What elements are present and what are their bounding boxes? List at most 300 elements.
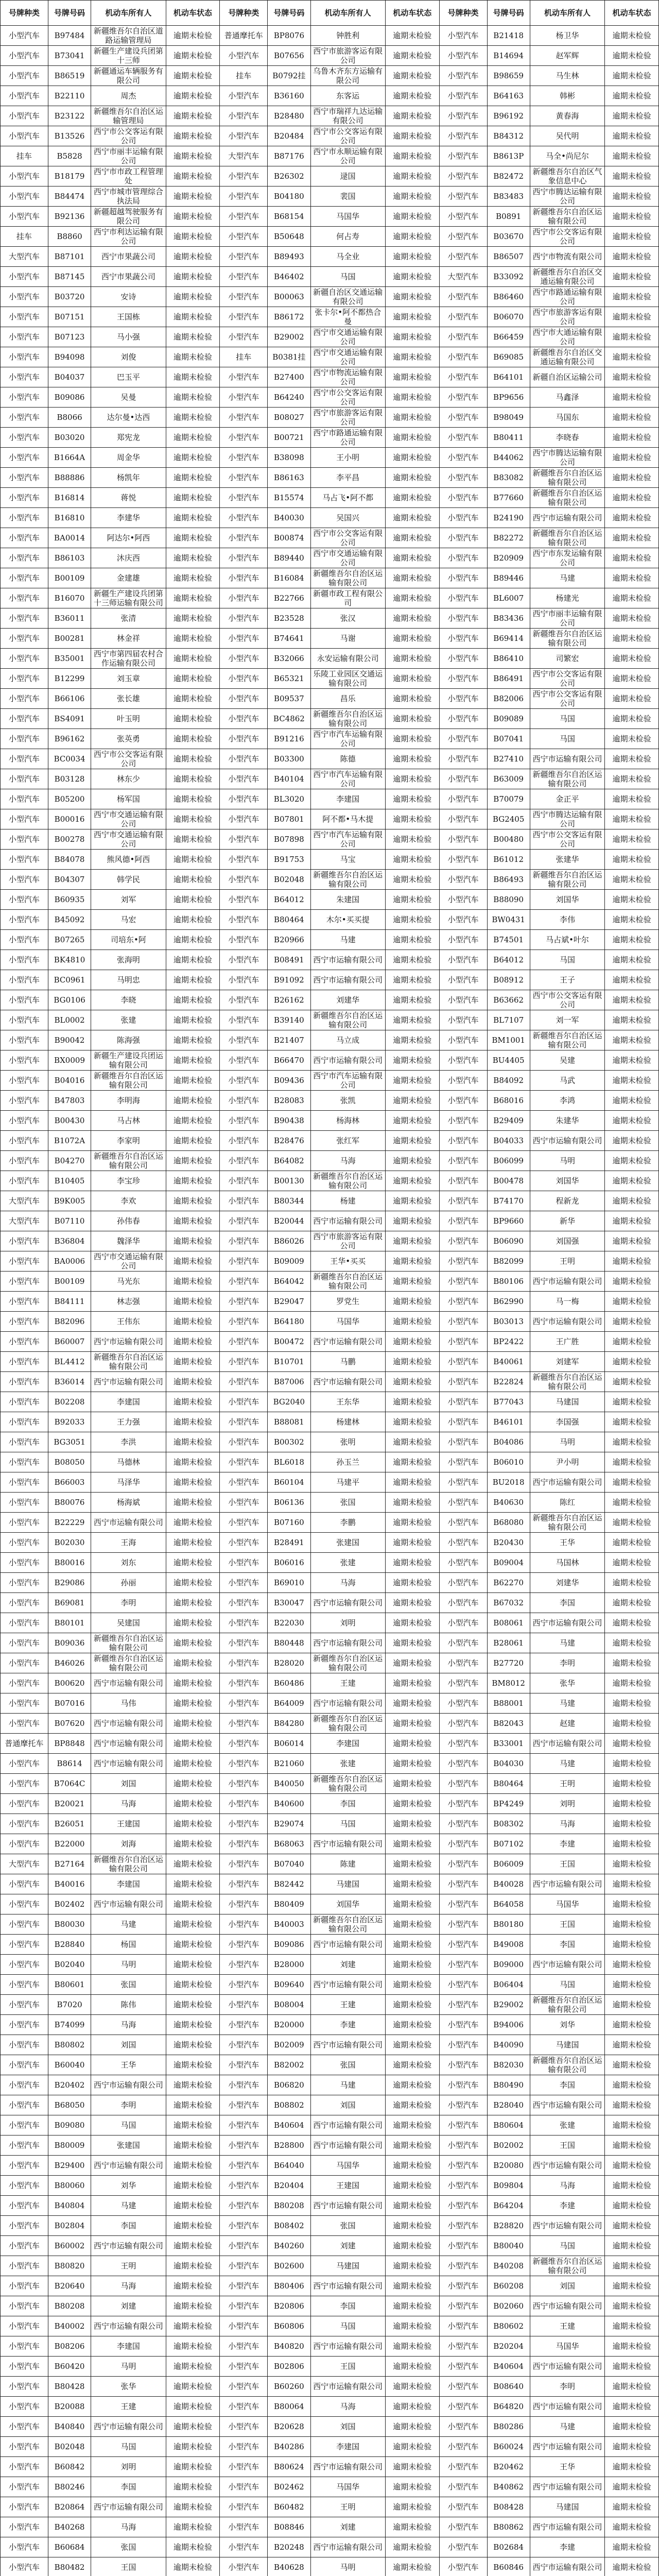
owner-cell: 王华: [530, 2457, 604, 2477]
plate-type-cell: 小型汽车: [220, 1854, 268, 1874]
plate-number-cell: B89493: [268, 247, 310, 267]
plate-number-cell: B02040: [48, 1955, 91, 1975]
plate-number-cell: B40840: [48, 2417, 91, 2437]
status-cell: 逾期未检验: [385, 508, 439, 528]
plate-number-cell: B08802: [268, 2095, 310, 2115]
owner-cell: 赵军辉: [530, 46, 604, 66]
owner-cell: 王华•买买: [310, 1251, 385, 1272]
table-row: [1, 910, 659, 930]
owner-cell: 新疆维吾尔自治区运输有限公司: [310, 1653, 385, 1673]
plate-number-cell: B20909: [487, 548, 530, 568]
status-cell: 逾期未检验: [605, 1452, 659, 1472]
plate-number-cell: B49008: [487, 1935, 530, 1955]
owner-cell: 马建国: [530, 2497, 604, 2517]
plate-number-cell: B86519: [48, 66, 91, 86]
plate-number-cell: B10701: [268, 1352, 310, 1372]
status-cell: 逾期未检验: [605, 267, 659, 287]
table-row: [1, 2115, 659, 2136]
status-cell: 逾期未检验: [605, 2437, 659, 2457]
owner-cell: 西宁市运输有限公司: [310, 2457, 385, 2477]
plate-number-cell: B02806: [268, 2357, 310, 2377]
owner-cell: 李建: [530, 1834, 604, 1854]
status-cell: 逾期未检验: [385, 1673, 439, 1693]
status-cell: 逾期未检验: [166, 809, 220, 829]
status-cell: 逾期未检验: [166, 2035, 220, 2055]
owner-cell: 西宁市运输有限公司: [310, 2276, 385, 2296]
plate-number-cell: B80030: [48, 1914, 91, 1935]
status-cell: 逾期未检验: [605, 568, 659, 588]
owner-cell: 新疆维吾尔自治区运输有限公司: [530, 1372, 604, 1392]
status-cell: 逾期未检验: [166, 126, 220, 146]
plate-type-cell: 小型汽车: [439, 1091, 487, 1111]
status-cell: 逾期未检验: [605, 1091, 659, 1111]
owner-cell: 马海: [530, 1814, 604, 1834]
owner-cell: 西宁市运输有限公司: [530, 1131, 604, 1151]
owner-cell: 杨建林: [310, 1412, 385, 1432]
owner-cell: 马建: [91, 1914, 166, 1935]
status-cell: 逾期未检验: [166, 166, 220, 187]
status-cell: 逾期未检验: [166, 1231, 220, 1251]
owner-cell: 西宁市路通运输有限公司: [530, 287, 604, 307]
owner-cell: 新疆维吾尔自治区运输有限公司: [530, 528, 604, 548]
owner-cell: 西宁市公交客运有限公司: [530, 669, 604, 689]
status-cell: 逾期未检验: [385, 568, 439, 588]
plate-number-cell: B02002: [487, 2136, 530, 2156]
table-row: [1, 649, 659, 669]
status-cell: 逾期未检验: [605, 327, 659, 347]
plate-type-cell: 小型汽车: [220, 1935, 268, 1955]
owner-cell: 王华: [91, 2055, 166, 2075]
plate-number-cell: B8860: [48, 227, 91, 247]
plate-type-cell: 小型汽车: [220, 408, 268, 428]
plate-number-cell: B80009: [48, 2136, 91, 2156]
owner-cell: 王伟东: [91, 1312, 166, 1332]
plate-type-cell: 小型汽车: [1, 2477, 48, 2497]
owner-cell: 新疆生产建设兵团第十三师运输有限公司: [91, 588, 166, 608]
plate-number-cell: B07151: [48, 307, 91, 327]
owner-cell: 李建国: [310, 789, 385, 809]
plate-type-cell: 小型汽车: [439, 1794, 487, 1814]
owner-cell: 马鹏: [310, 1352, 385, 1372]
header-status-1: 机动车状态: [166, 1, 220, 26]
status-cell: 逾期未检验: [166, 2055, 220, 2075]
plate-type-cell: 小型汽车: [439, 2156, 487, 2176]
plate-number-cell: B63662: [487, 990, 530, 1010]
plate-number-cell: B26051: [48, 1814, 91, 1834]
status-cell: 逾期未检验: [385, 548, 439, 568]
plate-type-cell: 小型汽车: [220, 2075, 268, 2095]
table-row: [1, 1513, 659, 1533]
plate-type-cell: 小型汽车: [439, 2055, 487, 2075]
owner-cell: 李建国: [91, 1392, 166, 1412]
status-cell: 逾期未检验: [385, 689, 439, 709]
plate-type-cell: 小型汽车: [1, 870, 48, 890]
table-row: [1, 1995, 659, 2015]
plate-type-cell: 大型汽车: [1, 1854, 48, 1874]
plate-number-cell: B80602: [487, 2316, 530, 2336]
owner-cell: 新疆生产建设兵团第十三师: [91, 46, 166, 66]
owner-cell: 张建: [310, 1553, 385, 1573]
owner-cell: 张国: [91, 1975, 166, 1995]
plate-number-cell: B80428: [48, 2377, 91, 2397]
plate-number-cell: B80101: [48, 1613, 91, 1633]
status-cell: 逾期未检验: [605, 1693, 659, 1714]
table-row: [1, 829, 659, 850]
plate-type-cell: 小型汽车: [220, 1493, 268, 1513]
plate-number-cell: B00063: [268, 287, 310, 307]
plate-type-cell: 小型汽车: [439, 2557, 487, 2576]
owner-cell: 西宁市公交客运有限公司: [530, 829, 604, 850]
owner-cell: 新疆维吾尔自治区运输有限公司: [530, 1030, 604, 1050]
plate-number-cell: B80208: [48, 2296, 91, 2316]
owner-cell: 西宁市丽丰运输有限公司: [530, 608, 604, 629]
plate-type-cell: 大型汽车: [1, 1191, 48, 1211]
status-cell: 逾期未检验: [605, 146, 659, 166]
owner-cell: 西宁市市政工程管理处: [91, 166, 166, 187]
status-cell: 逾期未检验: [605, 1050, 659, 1071]
table-row: [1, 1894, 659, 1914]
header-owner-3: 机动车所有人: [530, 1, 604, 26]
plate-number-cell: BG2040: [268, 1392, 310, 1412]
plate-type-cell: 小型汽车: [439, 46, 487, 66]
status-cell: 逾期未检验: [605, 1734, 659, 1754]
plate-type-cell: 小型汽车: [439, 1312, 487, 1332]
status-cell: 逾期未检验: [166, 789, 220, 809]
owner-cell: 王国: [310, 2357, 385, 2377]
plate-number-cell: B67032: [487, 1593, 530, 1613]
status-cell: 逾期未检验: [385, 1593, 439, 1613]
owner-cell: 李家明: [91, 1131, 166, 1151]
status-cell: 逾期未检验: [166, 1312, 220, 1332]
table-row: [1, 1573, 659, 1593]
status-cell: 逾期未检验: [385, 729, 439, 749]
plate-type-cell: 小型汽车: [439, 1693, 487, 1714]
header-plate-type-3: 号牌种类: [439, 1, 487, 26]
plate-type-cell: 小型汽车: [1, 528, 48, 548]
owner-cell: 新疆自治区交通运输有限公司: [310, 287, 385, 307]
owner-cell: 吴建国: [91, 1613, 166, 1633]
owner-cell: 新疆维吾尔自治区气象信息中心: [530, 166, 604, 187]
owner-cell: 李明: [91, 1593, 166, 1613]
plate-number-cell: B06010: [487, 1452, 530, 1472]
owner-cell: 马明: [530, 1151, 604, 1171]
table-row: [1, 327, 659, 347]
plate-type-cell: 小型汽车: [220, 2377, 268, 2397]
plate-number-cell: B00016: [48, 809, 91, 829]
owner-cell: 张汉: [310, 608, 385, 629]
status-cell: 逾期未检验: [166, 769, 220, 789]
status-cell: 逾期未检验: [605, 1995, 659, 2015]
status-cell: 逾期未检验: [605, 207, 659, 227]
plate-number-cell: B08640: [487, 2377, 530, 2397]
status-cell: 逾期未检验: [385, 2236, 439, 2256]
plate-type-cell: 小型汽车: [439, 1935, 487, 1955]
owner-cell: 张明: [310, 1432, 385, 1452]
status-cell: 逾期未检验: [385, 126, 439, 146]
owner-cell: 刘一军: [530, 1010, 604, 1030]
plate-type-cell: 小型汽车: [439, 2236, 487, 2256]
table-row: [1, 2196, 659, 2216]
plate-type-cell: 小型汽车: [220, 2477, 268, 2497]
plate-type-cell: 小型汽车: [439, 1432, 487, 1452]
plate-number-cell: B04307: [48, 870, 91, 890]
plate-number-cell: B63009: [487, 769, 530, 789]
table-row: [1, 2176, 659, 2196]
owner-cell: 王明: [530, 1774, 604, 1794]
plate-type-cell: 小型汽车: [1, 387, 48, 408]
plate-number-cell: B16810: [48, 508, 91, 528]
plate-type-cell: 小型汽车: [1, 2517, 48, 2537]
owner-cell: 西宁市交通运输有限公司: [310, 347, 385, 367]
plate-type-cell: 小型汽车: [220, 890, 268, 910]
table-row: [1, 1111, 659, 1131]
status-cell: 逾期未检验: [166, 46, 220, 66]
status-cell: 逾期未检验: [385, 2196, 439, 2216]
owner-cell: 刘明: [530, 1794, 604, 1814]
owner-cell: 西宁市运输有限公司: [530, 1874, 604, 1894]
status-cell: 逾期未检验: [166, 2276, 220, 2296]
owner-cell: 新疆维吾尔自治区运输有限公司: [530, 2055, 604, 2075]
owner-cell: 西宁市运输有限公司: [310, 1693, 385, 1714]
status-cell: 逾期未检验: [166, 86, 220, 106]
status-cell: 逾期未检验: [385, 1312, 439, 1332]
plate-number-cell: B80060: [48, 2176, 91, 2196]
status-cell: 逾期未检验: [605, 2176, 659, 2196]
plate-number-cell: B10405: [48, 1171, 91, 1191]
owner-cell: 马建: [310, 930, 385, 950]
plate-number-cell: BL3020: [268, 789, 310, 809]
plate-number-cell: B60208: [487, 2276, 530, 2296]
plate-type-cell: 小型汽车: [1, 669, 48, 689]
plate-type-cell: 小型汽车: [439, 890, 487, 910]
plate-number-cell: B80604: [487, 2115, 530, 2136]
owner-cell: 马光东: [91, 1272, 166, 1292]
plate-type-cell: 小型汽车: [1, 187, 48, 207]
plate-type-cell: 小型汽车: [220, 2115, 268, 2136]
plate-number-cell: B64101: [487, 367, 530, 387]
plate-number-cell: B20402: [48, 2075, 91, 2095]
plate-type-cell: 小型汽车: [220, 287, 268, 307]
plate-type-cell: 小型汽车: [439, 528, 487, 548]
plate-type-cell: 小型汽车: [1, 2095, 48, 2115]
plate-type-cell: 小型汽车: [1, 2316, 48, 2336]
plate-type-cell: 小型汽车: [439, 347, 487, 367]
plate-type-cell: 小型汽车: [439, 1272, 487, 1292]
owner-cell: 杨卫华: [530, 26, 604, 46]
owner-cell: 王建国: [310, 2176, 385, 2196]
status-cell: 逾期未检验: [385, 1392, 439, 1412]
plate-number-cell: B50648: [268, 227, 310, 247]
owner-cell: 西宁市运输有限公司: [310, 970, 385, 990]
status-cell: 逾期未检验: [605, 548, 659, 568]
plate-number-cell: B22000: [48, 1834, 91, 1854]
status-cell: 逾期未检验: [166, 2136, 220, 2156]
status-cell: 逾期未检验: [166, 1372, 220, 1392]
owner-cell: 阿达尔•阿西: [91, 528, 166, 548]
status-cell: 逾期未检验: [385, 2136, 439, 2156]
status-cell: 逾期未检验: [605, 910, 659, 930]
plate-type-cell: 小型汽车: [220, 2316, 268, 2336]
owner-cell: 西宁市运输有限公司: [310, 1050, 385, 1071]
plate-type-cell: 小型汽车: [1, 1332, 48, 1352]
status-cell: 逾期未检验: [385, 327, 439, 347]
owner-cell: 魏泽华: [91, 1231, 166, 1251]
plate-number-cell: B91216: [268, 729, 310, 749]
owner-cell: 新疆维吾尔自治区运输有限公司: [91, 1151, 166, 1171]
owner-cell: 杨海斌: [91, 1493, 166, 1513]
plate-number-cell: B08491: [268, 950, 310, 970]
owner-cell: 李洪: [91, 1432, 166, 1452]
owner-cell: 马建国: [530, 2035, 604, 2055]
plate-number-cell: B46101: [487, 1412, 530, 1432]
plate-type-cell: 大型汽车: [439, 267, 487, 287]
plate-type-cell: 小型汽车: [220, 166, 268, 187]
status-cell: 逾期未检验: [605, 1754, 659, 1774]
plate-type-cell: 小型汽车: [220, 548, 268, 568]
status-cell: 逾期未检验: [605, 2477, 659, 2497]
plate-type-cell: 挂车: [220, 66, 268, 86]
plate-number-cell: B69414: [487, 629, 530, 649]
table-row: [1, 789, 659, 809]
plate-number-cell: B80016: [48, 1553, 91, 1573]
status-cell: 逾期未检验: [166, 408, 220, 428]
owner-cell: 王广胜: [530, 1332, 604, 1352]
plate-number-cell: B86103: [48, 548, 91, 568]
owner-cell: 陈德: [310, 749, 385, 769]
plate-type-cell: 小型汽车: [220, 1754, 268, 1774]
owner-cell: 西宁市运输有限公司: [530, 2477, 604, 2497]
status-cell: 逾期未检验: [166, 307, 220, 327]
plate-type-cell: 小型汽车: [220, 468, 268, 488]
plate-type-cell: 小型汽车: [1, 2457, 48, 2477]
status-cell: 逾期未检验: [605, 408, 659, 428]
plate-type-cell: 小型汽车: [1, 287, 48, 307]
status-cell: 逾期未检验: [605, 1653, 659, 1673]
plate-type-cell: 小型汽车: [439, 669, 487, 689]
owner-cell: 新疆自治区运输公司: [530, 367, 604, 387]
plate-type-cell: 小型汽车: [439, 1071, 487, 1091]
plate-number-cell: B07620: [48, 1714, 91, 1734]
plate-number-cell: B02060: [487, 2296, 530, 2316]
table-row: [1, 166, 659, 187]
status-cell: 逾期未检验: [605, 287, 659, 307]
plate-type-cell: 小型汽车: [439, 1894, 487, 1914]
owner-cell: 李建国: [91, 1874, 166, 1894]
plate-number-cell: B0792挂: [268, 66, 310, 86]
status-cell: 逾期未检验: [605, 528, 659, 548]
status-cell: 逾期未检验: [385, 2336, 439, 2357]
status-cell: 逾期未检验: [166, 347, 220, 367]
owner-cell: 马武: [530, 1071, 604, 1091]
table-body: [1, 26, 659, 2576]
owner-cell: 王子: [530, 970, 604, 990]
owner-cell: 西宁市果蔬公司: [91, 267, 166, 287]
table-row: [1, 1151, 659, 1171]
status-cell: 逾期未检验: [166, 2397, 220, 2417]
plate-number-cell: B8066: [48, 408, 91, 428]
owner-cell: 马宏: [91, 910, 166, 930]
table-row: [1, 1191, 659, 1211]
owner-cell: 马全•尚尼尔: [530, 146, 604, 166]
owner-cell: 尹小明: [530, 1452, 604, 1472]
owner-cell: 张建华: [530, 850, 604, 870]
owner-cell: 西宁市运输有限公司: [310, 950, 385, 970]
status-cell: 逾期未检验: [385, 106, 439, 126]
status-cell: 逾期未检验: [605, 1553, 659, 1573]
status-cell: 逾期未检验: [166, 1171, 220, 1191]
owner-cell: 李伟: [530, 910, 604, 930]
plate-number-cell: B22229: [48, 1513, 91, 1533]
table-row: [1, 729, 659, 749]
status-cell: 逾期未检验: [166, 2497, 220, 2517]
plate-type-cell: 小型汽车: [439, 2296, 487, 2316]
table-row: [1, 1854, 659, 1874]
status-cell: 逾期未检验: [166, 990, 220, 1010]
status-cell: 逾期未检验: [385, 387, 439, 408]
plate-number-cell: B60684: [48, 2537, 91, 2557]
plate-type-cell: 小型汽车: [439, 1633, 487, 1653]
status-cell: 逾期未检验: [385, 1854, 439, 1874]
status-cell: 逾期未检验: [605, 588, 659, 608]
status-cell: 逾期未检验: [385, 2557, 439, 2576]
plate-type-cell: 小型汽车: [220, 2035, 268, 2055]
plate-type-cell: 小型汽车: [220, 2517, 268, 2537]
status-cell: 逾期未检验: [605, 1774, 659, 1794]
plate-number-cell: B83082: [487, 468, 530, 488]
owner-cell: 西宁市运输有限公司: [310, 1211, 385, 1231]
plate-type-cell: 小型汽车: [439, 2537, 487, 2557]
status-cell: 逾期未检验: [166, 608, 220, 629]
plate-number-cell: B29400: [48, 2156, 91, 2176]
status-cell: 逾期未检验: [605, 2095, 659, 2115]
owner-cell: 李建: [310, 2015, 385, 2035]
plate-type-cell: 小型汽车: [220, 1914, 268, 1935]
plate-type-cell: 小型汽车: [220, 1131, 268, 1151]
plate-number-cell: B84474: [48, 187, 91, 207]
plate-number-cell: B82043: [487, 1714, 530, 1734]
status-cell: 逾期未检验: [605, 1312, 659, 1332]
status-cell: 逾期未检验: [605, 729, 659, 749]
owner-cell: 马明忠: [91, 970, 166, 990]
plate-type-cell: 小型汽车: [220, 106, 268, 126]
plate-number-cell: B09080: [48, 2115, 91, 2136]
plate-type-cell: 小型汽车: [439, 629, 487, 649]
plate-number-cell: BG2405: [487, 809, 530, 829]
status-cell: 逾期未检验: [166, 2296, 220, 2316]
plate-type-cell: 小型汽车: [439, 187, 487, 207]
owner-cell: 西宁市运输有限公司: [530, 1472, 604, 1493]
status-cell: 逾期未检验: [385, 2377, 439, 2397]
status-cell: 逾期未检验: [385, 2095, 439, 2115]
plate-type-cell: 小型汽车: [439, 709, 487, 729]
plate-number-cell: B88081: [268, 1412, 310, 1432]
plate-number-cell: B00278: [48, 829, 91, 850]
plate-number-cell: B00130: [268, 1171, 310, 1191]
status-cell: 逾期未检验: [605, 990, 659, 1010]
status-cell: 逾期未检验: [605, 2377, 659, 2397]
owner-cell: 马建: [530, 1633, 604, 1653]
plate-number-cell: B40002: [48, 2316, 91, 2336]
table-row: [1, 2417, 659, 2437]
plate-number-cell: B09436: [268, 1071, 310, 1091]
owner-cell: 刘明: [310, 1613, 385, 1633]
owner-cell: 西宁市公交客运有限公司: [91, 126, 166, 146]
owner-cell: 西宁市运输有限公司: [310, 1975, 385, 1995]
plate-number-cell: B28476: [268, 1131, 310, 1151]
plate-type-cell: 小型汽车: [439, 2075, 487, 2095]
owner-cell: 李建华: [91, 508, 166, 528]
plate-type-cell: 小型汽车: [439, 2316, 487, 2336]
